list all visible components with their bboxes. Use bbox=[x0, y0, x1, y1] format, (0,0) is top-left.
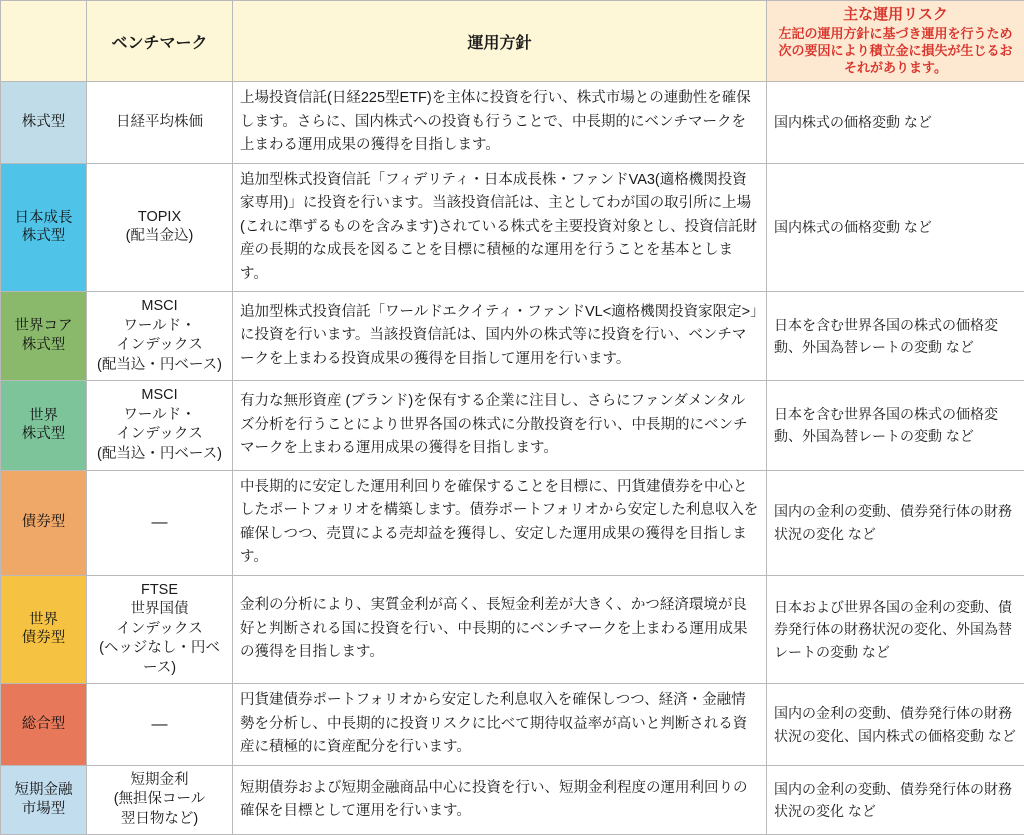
fund-type-cell: 短期金融 市場型 bbox=[1, 765, 87, 835]
policy-cell: 中長期的に安定した運用利回りを確保することを目標に、円貨建債券を中心としたポートフォリオを構築します。債券ポートフォリオから安定した利息収入を確保しつつ、売買による売却益を獲得し、安定した運用成果の獲得を目指します。 bbox=[233, 470, 767, 575]
fund-type-cell: 世界 債券型 bbox=[1, 575, 87, 684]
table-row bbox=[1, 765, 1024, 835]
fund-type-cell: 債券型 bbox=[1, 470, 87, 575]
fund-type-cell: 世界 株式型 bbox=[1, 381, 87, 470]
benchmark-cell: — bbox=[87, 684, 233, 765]
table-row bbox=[1, 470, 1024, 575]
table-row bbox=[1, 684, 1024, 765]
policy-cell: 短期債券および短期金融商品中心に投資を行い、短期金利程度の運用利回りの確保を目標として運用を行います。 bbox=[233, 765, 767, 835]
benchmark-cell: MSCI ワールド・ インデックス (配当込・円ベース) bbox=[87, 381, 233, 470]
risk-cell: 日本および世界各国の金利の変動、債券発行体の財務状況の変化、外国為替レートの変動 など bbox=[767, 575, 1024, 684]
header-type bbox=[1, 1, 87, 82]
benchmark-cell: FTSE 世界国債 インデックス (ヘッジなし・円ベース) bbox=[87, 575, 233, 684]
risk-cell: 日本を含む世界各国の株式の価格変動、外国為替レートの変動 など bbox=[767, 292, 1024, 381]
benchmark-cell: 日経平均株価 bbox=[87, 82, 233, 163]
fund-type-cell: 日本成長 株式型 bbox=[1, 163, 87, 291]
table-row bbox=[1, 163, 1024, 291]
risk-cell: 国内株式の価格変動 など bbox=[767, 163, 1024, 291]
benchmark-cell: 短期金利 (無担保コール 翌日物など) bbox=[87, 765, 233, 835]
fund-type-cell: 総合型 bbox=[1, 684, 87, 765]
risk-cell: 国内株式の価格変動 など bbox=[767, 82, 1024, 163]
risk-cell: 国内の金利の変動、債券発行体の財務状況の変化 など bbox=[767, 470, 1024, 575]
table-row bbox=[1, 82, 1024, 163]
policy-cell: 上場投資信託(日経225型ETF)を主体に投資を行い、株式市場との連動性を確保します。さらに、国内株式への投資も行うことで、中長期的にベンチマークを上まわる運用成果の獲得を目指します。 bbox=[233, 82, 767, 163]
table-row bbox=[1, 381, 1024, 470]
header-risk bbox=[767, 1, 1024, 82]
header-risk-subtitle: 左記の運用方針に基づき運用を行うため次の要因により積立金に損失が生じるおそれがあります。 bbox=[774, 25, 1017, 76]
table-body bbox=[1, 82, 1024, 835]
header-benchmark: ベンチマーク bbox=[87, 1, 233, 82]
benchmark-cell: — bbox=[87, 470, 233, 575]
policy-cell: 円貨建債券ポートフォリオから安定した利息収入を確保しつつ、経済・金融情勢を分析し、中長期的に投資リスクに比べて期待収益率が高いと判断される資産に積極的に資産配分を行います。 bbox=[233, 684, 767, 765]
fund-type-cell: 世界コア 株式型 bbox=[1, 292, 87, 381]
policy-cell: 追加型株式投資信託「フィデリティ・日本成長株・ファンドVA3(適格機関投資家専用)」に投資を行います。当該投資信託は、主としてわが国の取引所に上場(これに準ずるものを含みます)されている株式を主要投資対象とし、投資信託財産の長期的な成長を図ることを目標に積極的な運用を行うことを基本とします。 bbox=[233, 163, 767, 291]
table-header-row bbox=[1, 1, 1024, 82]
benchmark-cell: MSCI ワールド・ インデックス (配当込・円ベース) bbox=[87, 292, 233, 381]
policy-cell: 金利の分析により、実質金利が高く、長短金利差が大きく、かつ経済環境が良好と判断される国に投資を行い、中長期的にベンチマークを上まわる運用成果の獲得を目指します。 bbox=[233, 575, 767, 684]
policy-cell: 有力な無形資産 (ブランド)を保有する企業に注目し、さらにファンダメンタルズ分析を行うことにより世界各国の株式に分散投資を行い、中長期的にベンチマークを上まわる運用成果の獲得を目指します。 bbox=[233, 381, 767, 470]
fund-type-cell: 株式型 bbox=[1, 82, 87, 163]
risk-cell: 国内の金利の変動、債券発行体の財務状況の変化 など bbox=[767, 765, 1024, 835]
table-row bbox=[1, 575, 1024, 684]
policy-cell: 追加型株式投資信託「ワールドエクイティ・ファンドVL<適格機関投資家限定>」に投資を行います。当該投資信託は、国内外の株式等に投資を行い、ベンチマークを上まわる投資成果の獲得を目指して運用を行います。 bbox=[233, 292, 767, 381]
header-policy: 運用方針 bbox=[233, 1, 767, 82]
risk-cell: 国内の金利の変動、債券発行体の財務状況の変化、国内株式の価格変動 など bbox=[767, 684, 1024, 765]
risk-cell: 日本を含む世界各国の株式の価格変動、外国為替レートの変動 など bbox=[767, 381, 1024, 470]
table-row bbox=[1, 292, 1024, 381]
benchmark-cell: TOPIX (配当金込) bbox=[87, 163, 233, 291]
header-risk-title: 主な運用リスク bbox=[774, 6, 1017, 25]
